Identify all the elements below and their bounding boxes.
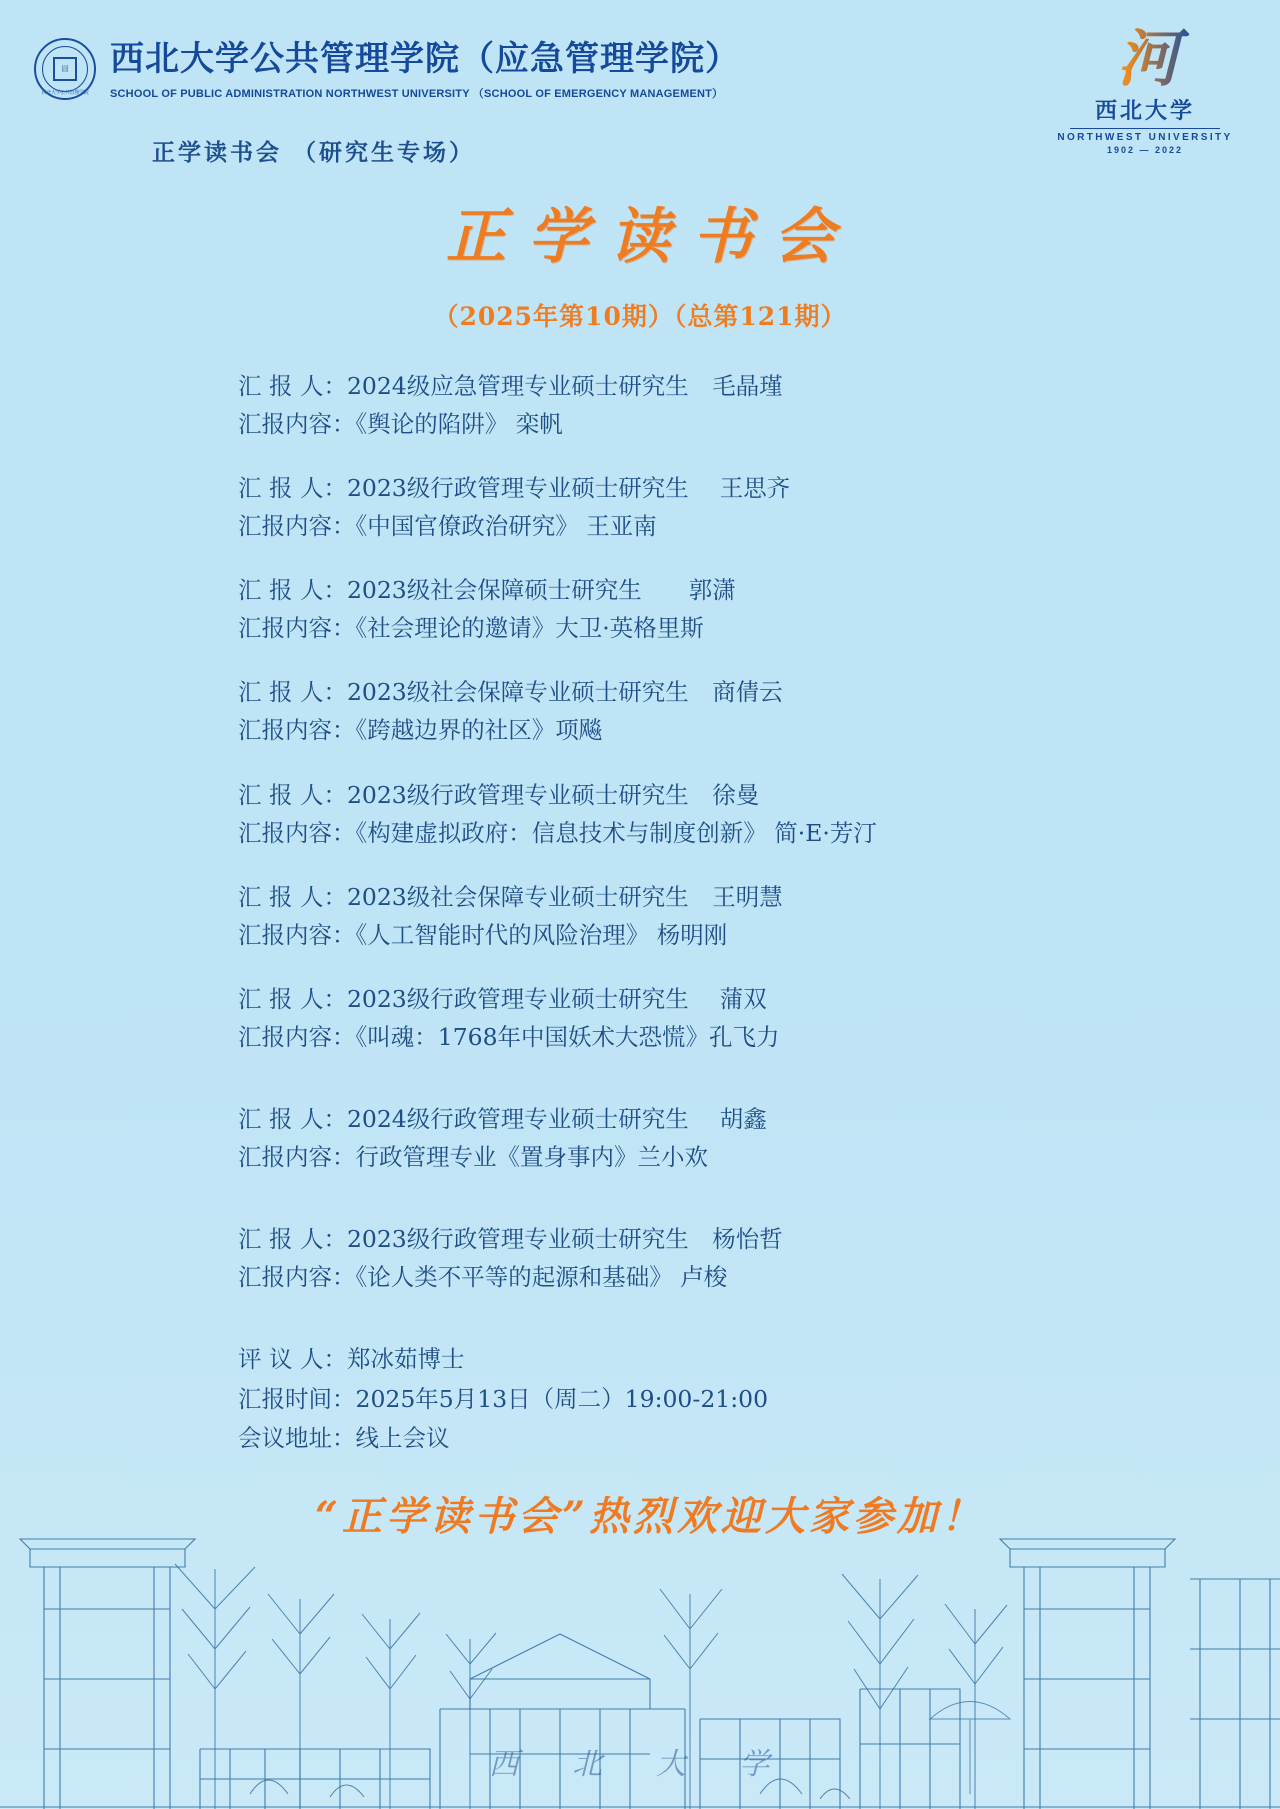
program-entry	[238, 776, 1138, 852]
entry-speaker-line	[238, 776, 1138, 814]
speaker-value: 2023级社会保障专业硕士研究生 王明慧	[346, 882, 783, 911]
entry-speaker-line	[238, 980, 1138, 1018]
content-label: 汇报内容：	[238, 1022, 356, 1051]
speaker-value: 2023级社会保障硕士研究生 郭潇	[346, 576, 736, 605]
content-label: 汇报内容：	[238, 512, 356, 541]
poster-title: 正学读书会	[446, 202, 856, 272]
speaker-value: 2023级行政管理专业硕士研究生 王思齐	[346, 474, 791, 503]
university-brush-mark: 河	[1050, 28, 1240, 90]
place-line	[238, 1419, 1280, 1458]
speaker-value: 2023级社会保障专业硕士研究生 商倩云	[346, 678, 783, 707]
campus-watermark-text: 西 北 大 学	[488, 1747, 792, 1782]
speaker-label: 汇 报 人：	[238, 1104, 347, 1133]
speaker-value: 2023级行政管理专业硕士研究生 杨怡哲	[346, 1225, 783, 1253]
entry-content-line	[238, 609, 1138, 647]
content-value: 行政管理专业《置身事内》兰小欢	[355, 1142, 708, 1171]
program-entry	[238, 980, 1138, 1056]
content-label: 汇报内容：	[238, 818, 356, 847]
university-logo	[1050, 22, 1240, 155]
content-value: 《论人类不平等的起源和基础》 卢梭	[355, 1263, 728, 1292]
entry-speaker-line	[238, 878, 1138, 916]
content-label: 汇报内容：	[238, 1263, 356, 1292]
entry-speaker-line	[238, 571, 1138, 609]
university-name-cn: 西北大学	[1094, 98, 1195, 124]
entry-content-line	[238, 507, 1138, 545]
speaker-label: 汇 报 人：	[238, 678, 347, 707]
content-value: 《叫魂：1768年中国妖术大恐慌》孔飞力	[355, 1022, 780, 1051]
time-line	[238, 1380, 1280, 1419]
school-name-en: SCHOOL OF PUBLIC ADMINISTRATION NORTHWEST UNIVERSITY （SCHOOL OF EMERGENCY MANAGEMENT）	[110, 88, 724, 101]
entry-content-line	[238, 916, 1138, 954]
speaker-value: 2024级行政管理专业硕士研究生 胡鑫	[346, 1104, 767, 1133]
speaker-label: 汇 报 人：	[238, 984, 347, 1013]
content-label: 汇报内容：	[238, 1142, 356, 1171]
reviewer-value: 郑冰茹博士	[346, 1345, 465, 1374]
program-entry	[238, 673, 1138, 749]
welcome-slogan: “正学读书会”热烈欢迎大家参加！	[314, 1492, 985, 1540]
content-value: 《跨越边界的社区》项飚	[355, 716, 603, 745]
content-value: 《舆论的陷阱》 栾帆	[355, 410, 563, 439]
speaker-value: 2023级行政管理专业硕士研究生 徐曼	[346, 780, 760, 809]
speaker-label: 汇 报 人：	[238, 474, 347, 503]
place-value: 线上会议	[355, 1424, 450, 1453]
program-entry	[238, 1220, 1138, 1296]
university-anniversary-years: 1902 — 2022	[1106, 145, 1184, 155]
school-name-cn: 西北大学公共管理学院（应急管理学院）	[110, 39, 740, 79]
program-entry	[238, 571, 1138, 647]
entry-content-line	[238, 814, 1138, 852]
reviewer-line	[238, 1340, 1280, 1379]
content-label: 汇报内容：	[238, 614, 356, 643]
place-label: 会议地址：	[238, 1424, 356, 1453]
time-label: 汇报时间：	[238, 1384, 356, 1413]
program-entry	[238, 469, 1138, 545]
speaker-label: 汇 报 人：	[238, 882, 347, 911]
seal-ring-text: 西北大学公共管理学院	[41, 90, 89, 96]
logo-divider	[1070, 128, 1220, 129]
speaker-value: 2023级行政管理专业硕士研究生 蒲双	[346, 984, 767, 1013]
speaker-label: 汇 报 人：	[238, 576, 347, 605]
content-label: 汇报内容：	[238, 410, 356, 439]
entry-speaker-line	[238, 469, 1138, 507]
content-value: 《社会理论的邀请》大卫·英格里斯	[355, 614, 704, 643]
speaker-label: 汇 报 人：	[238, 372, 347, 400]
content-label: 汇报内容：	[238, 716, 356, 745]
entry-content-line	[238, 1258, 1138, 1296]
entry-content-line	[238, 1138, 1138, 1176]
entry-content-line	[238, 1018, 1138, 1056]
content-value: 《中国官僚政治研究》 王亚南	[355, 512, 657, 541]
entry-speaker-line	[238, 367, 1138, 405]
entry-speaker-line	[238, 1220, 1138, 1258]
speaker-label: 汇 报 人：	[238, 780, 347, 809]
speaker-value: 2024级应急管理专业硕士研究生 毛晶瑾	[346, 372, 783, 400]
program-entry	[238, 1100, 1138, 1176]
reviewer-label: 评 议 人：	[238, 1345, 347, 1374]
event-details	[238, 1340, 1280, 1458]
school-logo	[34, 38, 740, 101]
content-label: 汇报内容：	[238, 920, 356, 949]
seal-inner-glyph: 囧	[53, 57, 77, 81]
series-subtitle: 正学读书会 （研究生专场）	[152, 139, 476, 166]
entry-speaker-line	[238, 673, 1138, 711]
university-seal-icon	[34, 38, 96, 100]
entry-speaker-line	[238, 1100, 1138, 1138]
program-entry	[238, 878, 1138, 954]
entry-content-line	[238, 711, 1138, 749]
time-value: 2025年5月13日（周二）19:00-21:00	[355, 1384, 769, 1413]
program-entry	[238, 367, 1138, 443]
issue-number: （2025年第10期）（总第121期）	[433, 302, 847, 331]
university-name-en: NORTHWEST UNIVERSITY	[1057, 132, 1233, 143]
program-list	[238, 367, 1138, 1296]
content-value: 《构建虚拟政府：信息技术与制度创新》 简·E·芳汀	[355, 818, 877, 847]
content-value: 《人工智能时代的风险治理》 杨明刚	[355, 920, 728, 949]
speaker-label: 汇 报 人：	[238, 1225, 347, 1253]
entry-content-line	[238, 405, 1138, 443]
school-title-block	[110, 38, 740, 101]
